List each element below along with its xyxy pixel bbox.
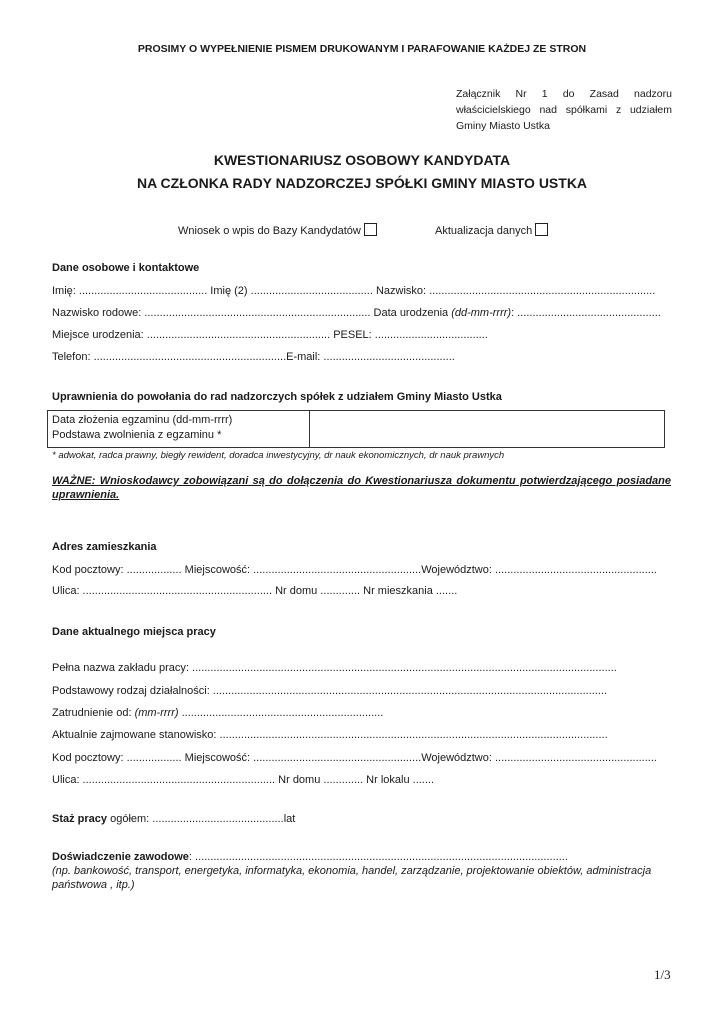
- exam-labels-cell: [48, 411, 310, 448]
- experience-examples: [52, 865, 671, 891]
- attachment-line-1: Załącznik Nr 1 do Zasad nadzoru: [456, 88, 672, 100]
- address-street-row[interactable]: Ulica: .............................................................. Nr domu ............. Nr mieszkania .......: [52, 585, 458, 597]
- maiden-name-field[interactable]: Nazwisko rodowe: .......................................................................... Data urodzenia: [52, 307, 452, 319]
- work-postal-row[interactable]: Kod pocztowy: .................. Miejscowość: .......................................................Województwo: .....................................................: [52, 752, 657, 764]
- important-note-line-2: uprawnienia.: [52, 489, 120, 501]
- birthdate-format-hint: (dd-mm-rrrr): [451, 307, 512, 319]
- workplace-heading: Dane aktualnego miejsca pracy: [52, 626, 216, 638]
- qualifications-heading: Uprawnienia do powołania do rad nadzorczych spółek z udziałem Gminy Miasto Ustka: [52, 391, 502, 403]
- employment-since-field[interactable]: ..................................................................: [178, 707, 384, 719]
- attachment-line-3: Gminy Miasto Ustka: [456, 120, 550, 132]
- experience-label: Doświadczenie zawodowe: [52, 851, 189, 863]
- request-checkbox[interactable]: [364, 223, 377, 236]
- update-option: [435, 223, 548, 237]
- employment-date-hint: (mm-rrrr): [134, 707, 179, 719]
- business-type-row[interactable]: Podstawowy rodzaj działalności: .................................................................................................................................: [52, 685, 608, 697]
- seniority-field[interactable]: ogółem: ...........................................lat: [107, 813, 296, 825]
- important-note: [52, 475, 671, 501]
- request-option-label: Wniosek o wpis do Bazy Kandydatów: [178, 225, 361, 237]
- birthplace-pesel-row[interactable]: Miejsce urodzenia: ............................................................ PESEL: .....................................: [52, 329, 488, 341]
- experience-examples-line-1: (np. bankowość, transport, energetyka, informatyka, ekonomia, handel, zarządzanie, projektowanie obiektów, administracja: [52, 865, 652, 877]
- experience-field[interactable]: : ..........................................................................................................................: [188, 851, 568, 863]
- update-checkbox[interactable]: [535, 223, 548, 236]
- attachment-line-2: właścicielskiego nad spółkami z udziałem: [456, 104, 672, 116]
- important-note-line-1: WAŻNE: Wnioskodawcy zobowiązani są do dołączenia do Kwestionariusza dokumentu potwierdzającego posiadane: [52, 475, 671, 487]
- experience-row[interactable]: [52, 851, 568, 863]
- phone-email-row[interactable]: Telefon: ...............................................................E-mail: ...........................................: [52, 351, 455, 363]
- qualifications-footnote: * adwokat, radca prawny, biegły rewident, doradca inwestycyjny, dr nauk ekonomicznych, dr nauk prawnych: [52, 450, 505, 461]
- exam-answer-cell[interactable]: [310, 411, 665, 448]
- birthdate-field[interactable]: : ...............................................: [511, 307, 661, 319]
- exam-table: [47, 410, 665, 448]
- name-fields-row[interactable]: Imię: .......................................... Imię (2) ........................................ Nazwisko: ..........................................................................: [52, 285, 656, 297]
- seniority-row[interactable]: [52, 813, 295, 825]
- request-option: [178, 223, 377, 237]
- employer-name-row[interactable]: Pełna nazwa zakładu pracy: ...........................................................................................................................................: [52, 662, 617, 674]
- personal-data-heading: Dane osobowe i kontaktowe: [52, 262, 200, 274]
- employment-since-label: Zatrudnienie od:: [52, 707, 135, 719]
- work-street-row[interactable]: Ulica: ............................................................... Nr domu ............. Nr lokalu .......: [52, 774, 435, 786]
- form-title-line-2: NA CZŁONKA RADY NADZORCZEJ SPÓŁKI GMINY MIASTO USTKA: [136, 175, 588, 191]
- page-number: 1/3: [654, 967, 671, 982]
- attachment-note: [456, 86, 672, 134]
- address-heading: Adres zamieszkania: [52, 541, 157, 553]
- experience-examples-line-2: państwowa , itp.): [52, 879, 135, 891]
- form-title-line-1: KWESTIONARIUSZ OSOBOWY KANDYDATA: [213, 152, 511, 168]
- exam-date-label: Data złożenia egzaminu (dd-mm-rrrr): [52, 414, 233, 426]
- seniority-label: Staż pracy: [52, 813, 108, 825]
- current-position-row[interactable]: Aktualnie zajmowane stanowisko: ...............................................................................................................................: [52, 729, 608, 741]
- maiden-name-birthdate-row[interactable]: [52, 307, 661, 319]
- address-postal-row[interactable]: Kod pocztowy: .................. Miejscowość: .......................................................Województwo: .....................................................: [52, 564, 657, 576]
- exam-exemption-label: Podstawa zwolnienia z egzaminu *: [52, 429, 222, 441]
- fill-in-instruction: PROSIMY O WYPEŁNIENIE PISMEM DRUKOWANYM I PARAFOWANIE KAŻDEJ ZE STRON: [137, 43, 587, 55]
- update-option-label: Aktualizacja danych: [435, 225, 533, 237]
- employment-since-row[interactable]: [52, 707, 383, 719]
